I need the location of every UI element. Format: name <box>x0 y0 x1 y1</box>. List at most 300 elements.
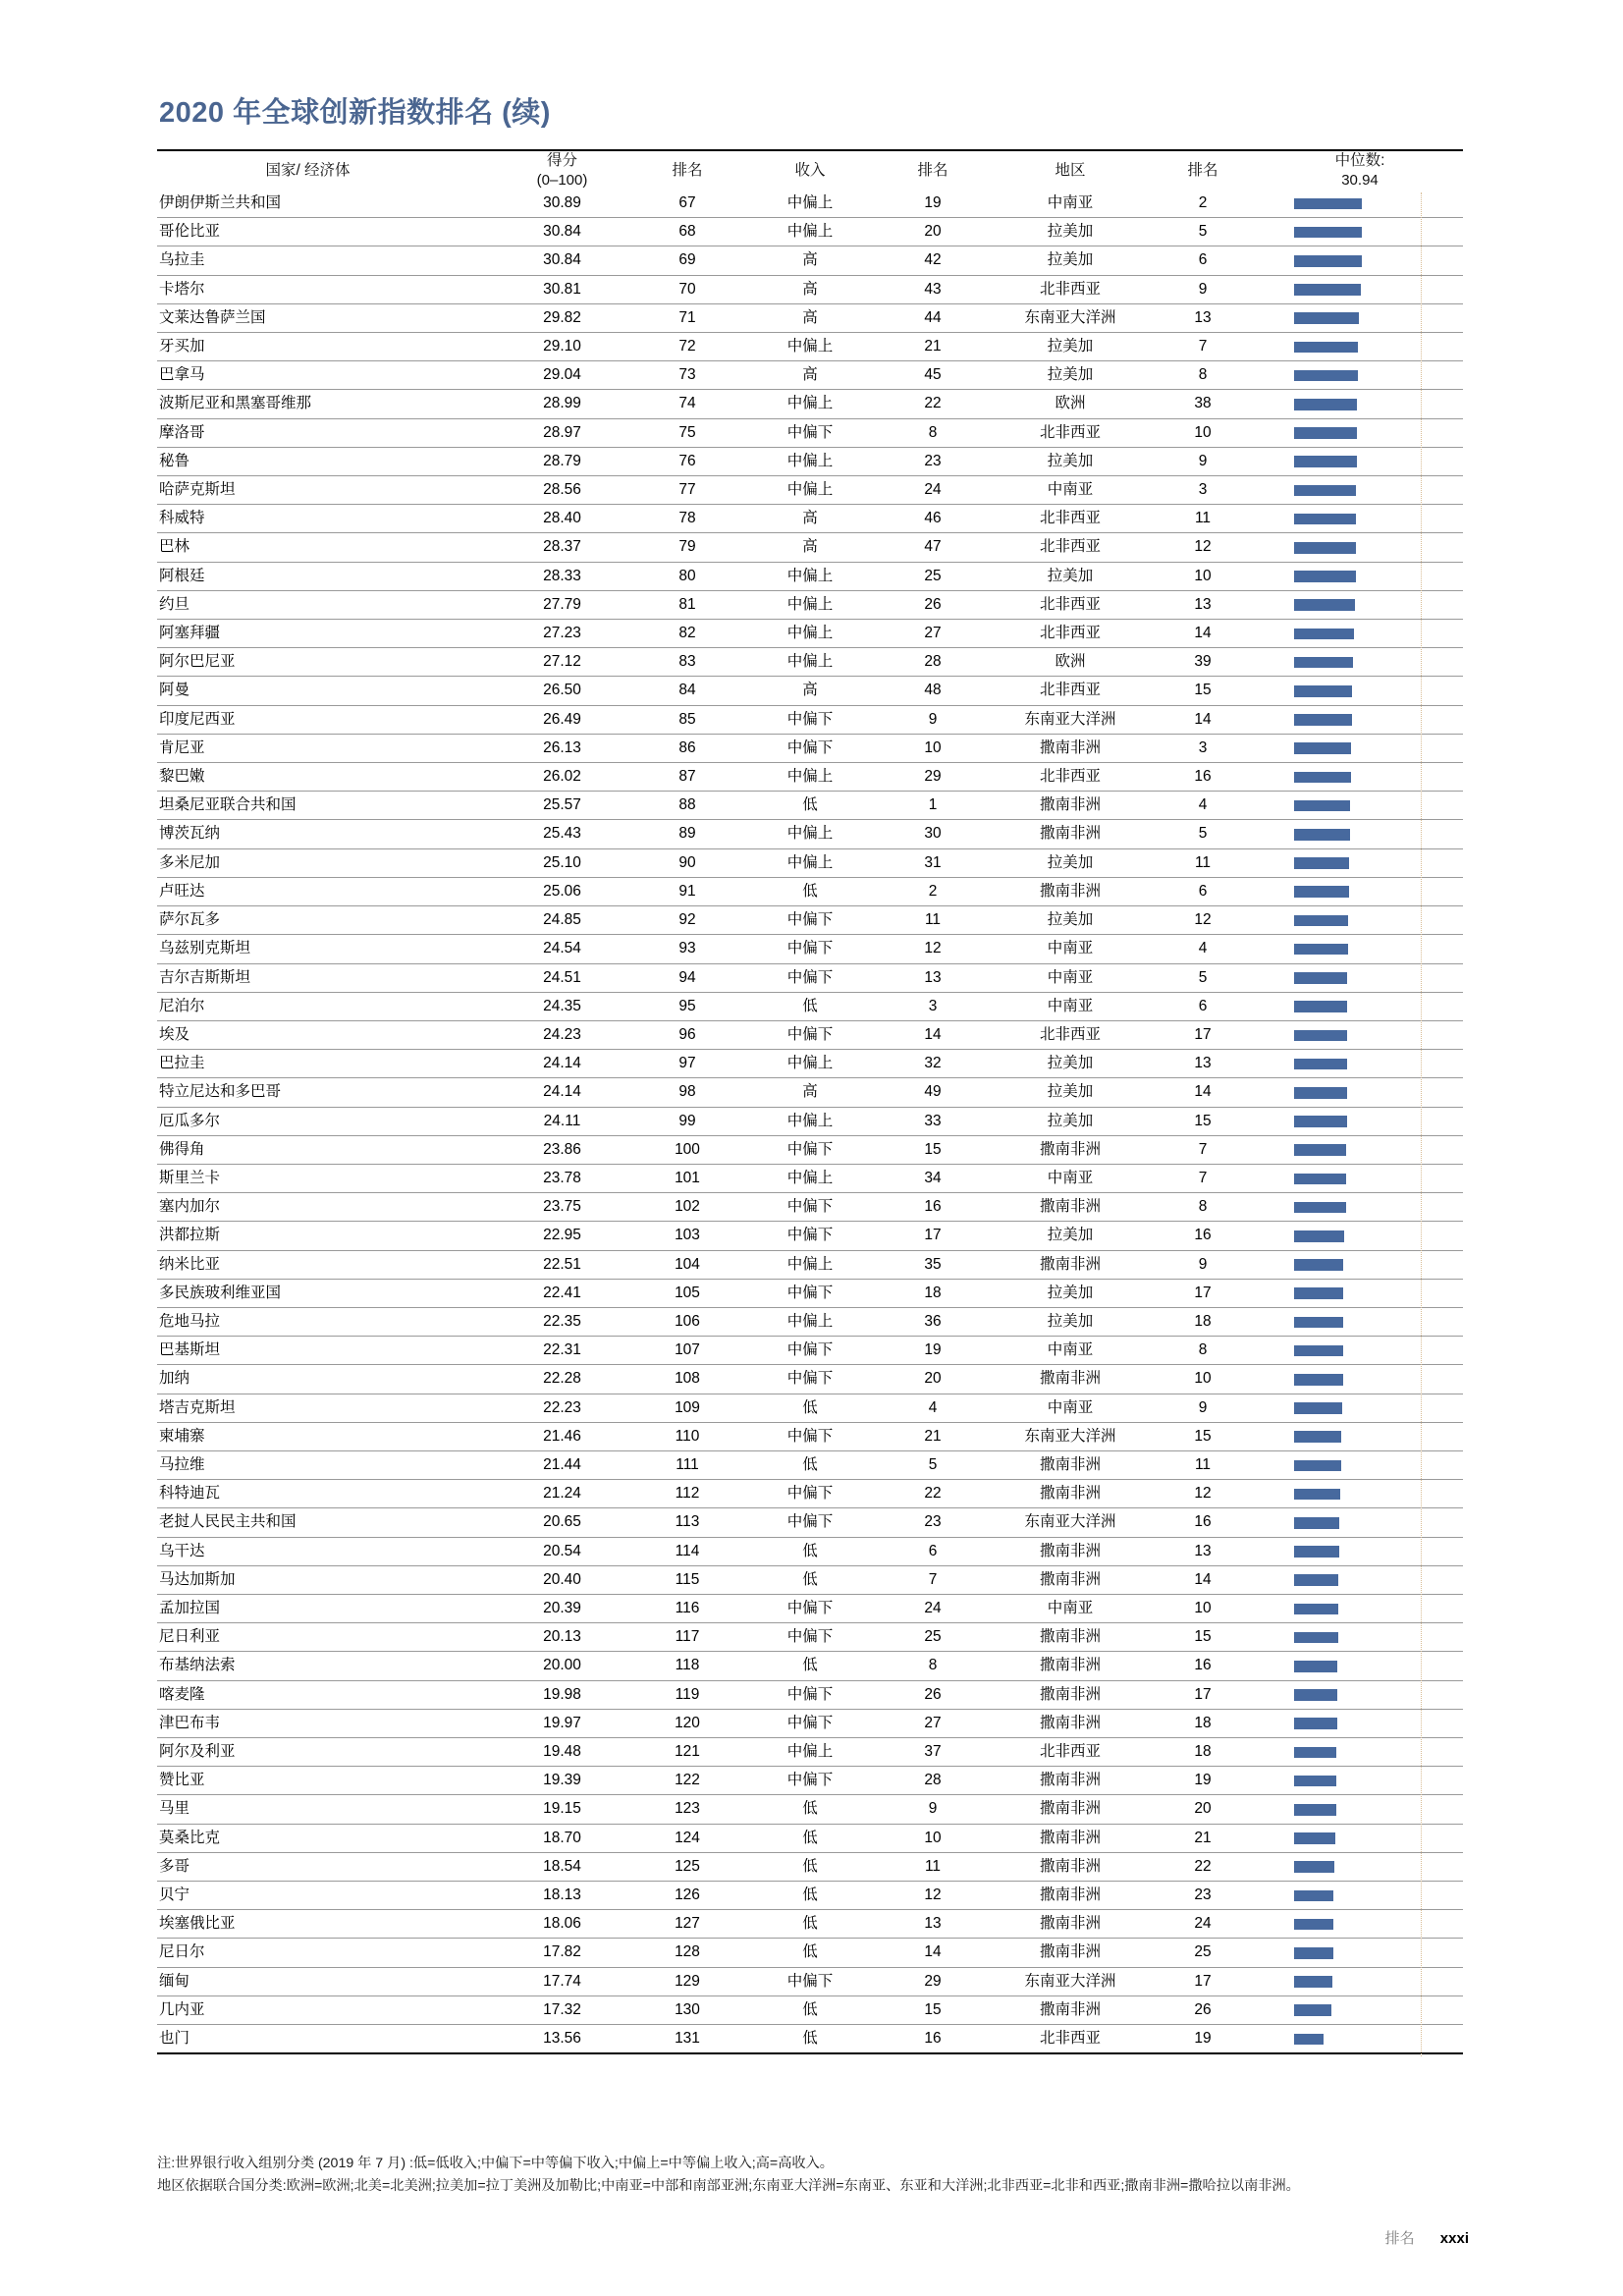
score-bar <box>1294 284 1361 296</box>
row-score-rank: 80 <box>628 562 746 590</box>
row-score-rank: 83 <box>628 648 746 677</box>
row-region: 撒南非洲 <box>992 1565 1149 1594</box>
row-country: 阿尔及利亚 <box>157 1737 496 1766</box>
score-bar-track <box>1257 1222 1463 1249</box>
row-score-rank: 89 <box>628 820 746 848</box>
score-bar-track <box>1257 2025 1463 2052</box>
score-bar-track <box>1257 849 1463 877</box>
row-region: 中南亚 <box>992 963 1149 992</box>
row-score-bar-cell <box>1257 1737 1463 1766</box>
row-income-rank: 4 <box>874 1394 992 1422</box>
score-bar <box>1294 542 1356 554</box>
row-region: 北非西亚 <box>992 275 1149 303</box>
row-income: 中偏上 <box>746 1164 874 1192</box>
row-income-rank: 28 <box>874 648 992 677</box>
row-country: 博茨瓦纳 <box>157 820 496 848</box>
score-bar <box>1294 1431 1341 1443</box>
row-score: 28.97 <box>496 418 628 447</box>
row-region-rank: 10 <box>1149 418 1257 447</box>
row-income-rank: 49 <box>874 1078 992 1107</box>
row-income-rank: 7 <box>874 1565 992 1594</box>
row-income: 中偏下 <box>746 734 874 762</box>
score-bar-track <box>1257 1451 1463 1479</box>
table-row <box>157 935 1463 963</box>
table-row <box>157 1279 1463 1307</box>
table-row <box>157 1939 1463 1967</box>
row-region-rank: 14 <box>1149 620 1257 648</box>
row-score-rank: 85 <box>628 705 746 734</box>
score-bar <box>1294 599 1355 611</box>
table-row <box>157 1767 1463 1795</box>
row-income: 中偏下 <box>746 1193 874 1222</box>
row-score: 23.78 <box>496 1164 628 1192</box>
row-score: 18.70 <box>496 1824 628 1852</box>
score-bar <box>1294 915 1348 927</box>
row-score-bar-cell <box>1257 1910 1463 1939</box>
table-row <box>157 1852 1463 1881</box>
score-bar-track <box>1257 276 1463 303</box>
row-region-rank: 39 <box>1149 648 1257 677</box>
row-score: 20.54 <box>496 1537 628 1565</box>
row-region-rank: 20 <box>1149 1795 1257 1824</box>
row-score-rank: 121 <box>628 1737 746 1766</box>
score-bar-track <box>1257 1996 1463 2024</box>
row-income: 中偏下 <box>746 906 874 935</box>
row-region: 北非西亚 <box>992 763 1149 792</box>
score-bar-track <box>1257 677 1463 704</box>
row-region-rank: 13 <box>1149 303 1257 332</box>
row-country: 赞比亚 <box>157 1767 496 1795</box>
score-bar-track <box>1257 1165 1463 1192</box>
row-country: 吉尔吉斯斯坦 <box>157 963 496 992</box>
row-score-rank: 120 <box>628 1709 746 1737</box>
score-bar <box>1294 657 1353 669</box>
column-header-score-range: (0–100) <box>536 171 588 189</box>
row-income-rank: 8 <box>874 1652 992 1680</box>
row-income-rank: 19 <box>874 1337 992 1365</box>
row-score-rank: 129 <box>628 1967 746 1995</box>
row-country: 文莱达鲁萨兰国 <box>157 303 496 332</box>
row-region: 拉美加 <box>992 1307 1149 1336</box>
score-bar-track <box>1257 1566 1463 1594</box>
row-region-rank: 16 <box>1149 763 1257 792</box>
row-score-bar-cell <box>1257 361 1463 390</box>
row-country: 肯尼亚 <box>157 734 496 762</box>
row-income: 低 <box>746 792 874 820</box>
row-income-rank: 21 <box>874 1422 992 1450</box>
row-score-rank: 115 <box>628 1565 746 1594</box>
row-income: 中偏下 <box>746 1594 874 1622</box>
row-score-rank: 123 <box>628 1795 746 1824</box>
table-row <box>157 447 1463 475</box>
row-score-bar-cell <box>1257 1050 1463 1078</box>
row-income-rank: 6 <box>874 1537 992 1565</box>
score-bar-track <box>1257 419 1463 447</box>
row-country: 马里 <box>157 1795 496 1824</box>
row-region: 东南亚大洋洲 <box>992 1967 1149 1995</box>
row-score-bar-cell <box>1257 533 1463 562</box>
row-country: 卡塔尔 <box>157 275 496 303</box>
score-bar-track <box>1257 246 1463 274</box>
row-income-rank: 12 <box>874 935 992 963</box>
row-income: 中偏上 <box>746 1050 874 1078</box>
row-score: 23.75 <box>496 1193 628 1222</box>
row-score: 19.15 <box>496 1795 628 1824</box>
row-score: 20.13 <box>496 1623 628 1652</box>
score-bar <box>1294 255 1362 267</box>
gii-ranking-table <box>157 149 1463 2054</box>
table-row <box>157 333 1463 361</box>
row-region-rank: 24 <box>1149 1910 1257 1939</box>
row-score-rank: 67 <box>628 190 746 218</box>
row-score-bar-cell <box>1257 562 1463 590</box>
row-score: 24.35 <box>496 992 628 1020</box>
row-score-bar-cell <box>1257 906 1463 935</box>
row-income: 高 <box>746 505 874 533</box>
table-row <box>157 820 1463 848</box>
score-bar <box>1294 742 1351 754</box>
row-region: 北非西亚 <box>992 418 1149 447</box>
score-bar-track <box>1257 1423 1463 1450</box>
row-region-rank: 16 <box>1149 1222 1257 1250</box>
row-score-bar-cell <box>1257 505 1463 533</box>
row-score: 26.02 <box>496 763 628 792</box>
row-region: 中南亚 <box>992 1394 1149 1422</box>
score-bar <box>1294 1689 1337 1701</box>
row-country: 摩洛哥 <box>157 418 496 447</box>
row-region-rank: 9 <box>1149 1250 1257 1279</box>
row-score-rank: 74 <box>628 390 746 418</box>
table-row <box>157 1078 1463 1107</box>
score-bar-track <box>1257 1538 1463 1565</box>
row-score-rank: 127 <box>628 1910 746 1939</box>
row-income: 高 <box>746 1078 874 1107</box>
table-row <box>157 2025 1463 2054</box>
score-bar <box>1294 886 1349 898</box>
column-header-region-rank: 排名 <box>1149 150 1257 190</box>
row-score-rank: 81 <box>628 590 746 619</box>
score-bar-track <box>1257 591 1463 619</box>
row-income-rank: 44 <box>874 303 992 332</box>
table-row <box>157 361 1463 390</box>
row-region: 拉美加 <box>992 1279 1149 1307</box>
row-score-rank: 126 <box>628 1882 746 1910</box>
row-income: 中偏下 <box>746 1623 874 1652</box>
score-bar-track <box>1257 1480 1463 1507</box>
score-bar <box>1294 1230 1344 1242</box>
row-income-rank: 26 <box>874 1680 992 1709</box>
row-region-rank: 6 <box>1149 246 1257 275</box>
row-region: 北非西亚 <box>992 2025 1149 2054</box>
table-row <box>157 1623 1463 1652</box>
score-bar <box>1294 714 1352 726</box>
row-score: 25.10 <box>496 848 628 877</box>
row-score-bar-cell <box>1257 1508 1463 1537</box>
row-country: 乌兹别克斯坦 <box>157 935 496 963</box>
row-region: 中南亚 <box>992 1337 1149 1365</box>
row-region: 撒南非洲 <box>992 1939 1149 1967</box>
footer-label: 排名 <box>1384 2230 1415 2247</box>
row-score: 22.41 <box>496 1279 628 1307</box>
row-region-rank: 15 <box>1149 677 1257 705</box>
score-bar-track <box>1257 1193 1463 1221</box>
row-score-bar-cell <box>1257 333 1463 361</box>
row-score-bar-cell <box>1257 677 1463 705</box>
row-score-bar-cell <box>1257 935 1463 963</box>
table-row <box>157 1995 1463 2024</box>
row-country: 贝宁 <box>157 1882 496 1910</box>
row-country: 纳米比亚 <box>157 1250 496 1279</box>
table-header <box>157 150 1463 190</box>
row-country: 萨尔瓦多 <box>157 906 496 935</box>
row-score-bar-cell <box>1257 820 1463 848</box>
table-row <box>157 1337 1463 1365</box>
score-bar <box>1294 427 1357 439</box>
row-income: 中偏下 <box>746 1135 874 1164</box>
row-region: 东南亚大洋洲 <box>992 1422 1149 1450</box>
row-score-bar-cell <box>1257 1107 1463 1135</box>
score-bar <box>1294 800 1350 812</box>
score-bar <box>1294 1202 1346 1214</box>
row-region: 拉美加 <box>992 246 1149 275</box>
score-bar <box>1294 1661 1337 1672</box>
row-region-rank: 10 <box>1149 562 1257 590</box>
row-score-rank: 71 <box>628 303 746 332</box>
row-region: 北非西亚 <box>992 505 1149 533</box>
row-region-rank: 5 <box>1149 218 1257 246</box>
row-score-rank: 114 <box>628 1537 746 1565</box>
row-income: 中偏上 <box>746 333 874 361</box>
score-bar <box>1294 1832 1335 1844</box>
row-region: 中南亚 <box>992 992 1149 1020</box>
row-score: 17.82 <box>496 1939 628 1967</box>
row-region: 北非西亚 <box>992 1020 1149 1049</box>
table-row <box>157 190 1463 218</box>
page-title: 2020 年全球创新指数排名 (续) <box>159 97 551 129</box>
table-row <box>157 1680 1463 1709</box>
row-region-rank: 14 <box>1149 705 1257 734</box>
row-region-rank: 7 <box>1149 1164 1257 1192</box>
row-score-rank: 117 <box>628 1623 746 1652</box>
table-row <box>157 677 1463 705</box>
row-score-rank: 98 <box>628 1078 746 1107</box>
table-row <box>157 1508 1463 1537</box>
row-score: 25.06 <box>496 877 628 905</box>
row-income: 低 <box>746 1537 874 1565</box>
row-region-rank: 38 <box>1149 390 1257 418</box>
footer-page-number: xxxi <box>1439 2230 1469 2247</box>
row-score: 17.74 <box>496 1967 628 1995</box>
score-bar-track <box>1257 648 1463 676</box>
row-score-bar-cell <box>1257 1565 1463 1594</box>
score-bar <box>1294 1546 1339 1558</box>
row-income-rank: 27 <box>874 1709 992 1737</box>
row-country: 莫桑比克 <box>157 1824 496 1852</box>
row-score: 23.86 <box>496 1135 628 1164</box>
score-bar <box>1294 456 1357 467</box>
row-income-rank: 25 <box>874 562 992 590</box>
row-income-rank: 29 <box>874 1967 992 1995</box>
row-score: 27.79 <box>496 590 628 619</box>
row-income: 低 <box>746 1852 874 1881</box>
score-bar <box>1294 571 1356 582</box>
row-score-rank: 82 <box>628 620 746 648</box>
row-country: 柬埔寨 <box>157 1422 496 1450</box>
score-bar-track <box>1257 505 1463 532</box>
row-income-rank: 12 <box>874 1882 992 1910</box>
row-country: 阿尔巴尼亚 <box>157 648 496 677</box>
row-score-bar-cell <box>1257 390 1463 418</box>
score-bar <box>1294 1345 1343 1357</box>
score-bar-track <box>1257 1939 1463 1966</box>
row-region-rank: 8 <box>1149 1337 1257 1365</box>
score-bar-track <box>1257 1681 1463 1709</box>
score-bar-track <box>1257 1767 1463 1794</box>
row-score-bar-cell <box>1257 1995 1463 2024</box>
row-score-rank: 84 <box>628 677 746 705</box>
row-score-bar-cell <box>1257 1709 1463 1737</box>
note-income-classification: 注:世界银行收入组别分类 (2019 年 7 月) :低=低收入;中偏下=中等偏下收入;中偏上=中等偏上收入;高=高收入。 <box>157 2156 834 2171</box>
row-region: 欧洲 <box>992 390 1149 418</box>
note-region-classification: 地区依据联合国分类:欧洲=欧洲;北美=北美洲;拉美加=拉丁美洲及加勒比;中南亚=中部和南部亚洲;东南亚大洋洲=东南亚、东亚和大洋洲;北非西亚=北非和西亚;撒南非洲=撒哈拉以南非洲。 <box>157 2178 1300 2194</box>
row-country: 孟加拉国 <box>157 1594 496 1622</box>
row-region: 拉美加 <box>992 361 1149 390</box>
row-income: 中偏上 <box>746 476 874 505</box>
row-income: 中偏下 <box>746 1365 874 1394</box>
row-score-bar-cell <box>1257 848 1463 877</box>
row-country: 科威特 <box>157 505 496 533</box>
row-region-rank: 19 <box>1149 2025 1257 2054</box>
row-region: 北非西亚 <box>992 677 1149 705</box>
row-region-rank: 25 <box>1149 1939 1257 1967</box>
row-score-rank: 72 <box>628 333 746 361</box>
table-row <box>157 1882 1463 1910</box>
row-country: 喀麦隆 <box>157 1680 496 1709</box>
row-score: 22.35 <box>496 1307 628 1336</box>
row-score-bar-cell <box>1257 1164 1463 1192</box>
row-income-rank: 24 <box>874 476 992 505</box>
row-score: 24.54 <box>496 935 628 963</box>
row-income: 中偏下 <box>746 1222 874 1250</box>
row-score-bar-cell <box>1257 1852 1463 1881</box>
score-bar-track <box>1257 906 1463 934</box>
row-region-rank: 9 <box>1149 1394 1257 1422</box>
score-bar <box>1294 1604 1338 1615</box>
row-score-bar-cell <box>1257 590 1463 619</box>
row-country: 马达加斯加 <box>157 1565 496 1594</box>
row-income-rank: 11 <box>874 1852 992 1881</box>
row-income: 中偏下 <box>746 1680 874 1709</box>
score-bar <box>1294 829 1350 841</box>
row-region-rank: 13 <box>1149 1050 1257 1078</box>
row-region: 撒南非洲 <box>992 1767 1149 1795</box>
row-country: 巴基斯坦 <box>157 1337 496 1365</box>
table-row <box>157 1222 1463 1250</box>
column-header-score-rank: 排名 <box>628 150 746 190</box>
row-income-rank: 31 <box>874 848 992 877</box>
row-score-bar-cell <box>1257 218 1463 246</box>
row-income-rank: 14 <box>874 1939 992 1967</box>
row-score-rank: 90 <box>628 848 746 877</box>
row-income-rank: 3 <box>874 992 992 1020</box>
row-region: 撒南非洲 <box>992 1852 1149 1881</box>
score-bar <box>1294 1402 1342 1414</box>
row-income-rank: 29 <box>874 763 992 792</box>
table-row <box>157 848 1463 877</box>
row-income: 低 <box>746 1565 874 1594</box>
score-bar-track <box>1257 1337 1463 1364</box>
row-income-rank: 13 <box>874 1910 992 1939</box>
table-notes <box>157 2153 1473 2198</box>
score-bar <box>1294 1489 1340 1501</box>
row-income: 中偏上 <box>746 1307 874 1336</box>
row-score-bar-cell <box>1257 1279 1463 1307</box>
row-score-rank: 105 <box>628 1279 746 1307</box>
row-income-rank: 15 <box>874 1995 992 2024</box>
row-region-rank: 4 <box>1149 792 1257 820</box>
row-score-bar-cell <box>1257 1967 1463 1995</box>
row-country: 缅甸 <box>157 1967 496 1995</box>
row-income: 低 <box>746 1995 874 2024</box>
row-score: 20.39 <box>496 1594 628 1622</box>
table-row <box>157 1910 1463 1939</box>
row-score: 30.84 <box>496 246 628 275</box>
row-score-rank: 106 <box>628 1307 746 1336</box>
row-country: 卢旺达 <box>157 877 496 905</box>
row-region: 撒南非洲 <box>992 1795 1149 1824</box>
row-region-rank: 12 <box>1149 906 1257 935</box>
row-score-bar-cell <box>1257 1623 1463 1652</box>
row-region: 撒南非洲 <box>992 792 1149 820</box>
row-income: 高 <box>746 275 874 303</box>
row-region-rank: 15 <box>1149 1107 1257 1135</box>
row-region-rank: 4 <box>1149 935 1257 963</box>
column-header-income-rank: 排名 <box>874 150 992 190</box>
row-income-rank: 45 <box>874 361 992 390</box>
row-country: 伊朗伊斯兰共和国 <box>157 190 496 218</box>
row-income: 低 <box>746 1450 874 1479</box>
table-row <box>157 877 1463 905</box>
column-header-score-label: 得分 <box>546 152 577 169</box>
score-bar-track <box>1257 735 1463 762</box>
row-income: 高 <box>746 677 874 705</box>
score-bar <box>1294 1776 1336 1787</box>
score-bar-track <box>1257 1738 1463 1766</box>
row-region-rank: 14 <box>1149 1078 1257 1107</box>
row-score-rank: 96 <box>628 1020 746 1049</box>
row-country: 斯里兰卡 <box>157 1164 496 1192</box>
row-score-rank: 70 <box>628 275 746 303</box>
table-row <box>157 1394 1463 1422</box>
row-income-rank: 16 <box>874 1193 992 1222</box>
row-region-rank: 15 <box>1149 1623 1257 1652</box>
row-region-rank: 17 <box>1149 1680 1257 1709</box>
row-score-rank: 79 <box>628 533 746 562</box>
row-country: 波斯尼亚和黑塞哥维那 <box>157 390 496 418</box>
row-income-rank: 14 <box>874 1020 992 1049</box>
score-bar <box>1294 342 1358 354</box>
row-score: 29.04 <box>496 361 628 390</box>
score-bar <box>1294 1116 1347 1127</box>
row-score-bar-cell <box>1257 275 1463 303</box>
row-country: 塔吉克斯坦 <box>157 1394 496 1422</box>
score-bar <box>1294 1287 1343 1299</box>
row-score-rank: 122 <box>628 1767 746 1795</box>
row-region-rank: 5 <box>1149 820 1257 848</box>
row-income-rank: 25 <box>874 1623 992 1652</box>
table-row <box>157 390 1463 418</box>
table-row <box>157 620 1463 648</box>
